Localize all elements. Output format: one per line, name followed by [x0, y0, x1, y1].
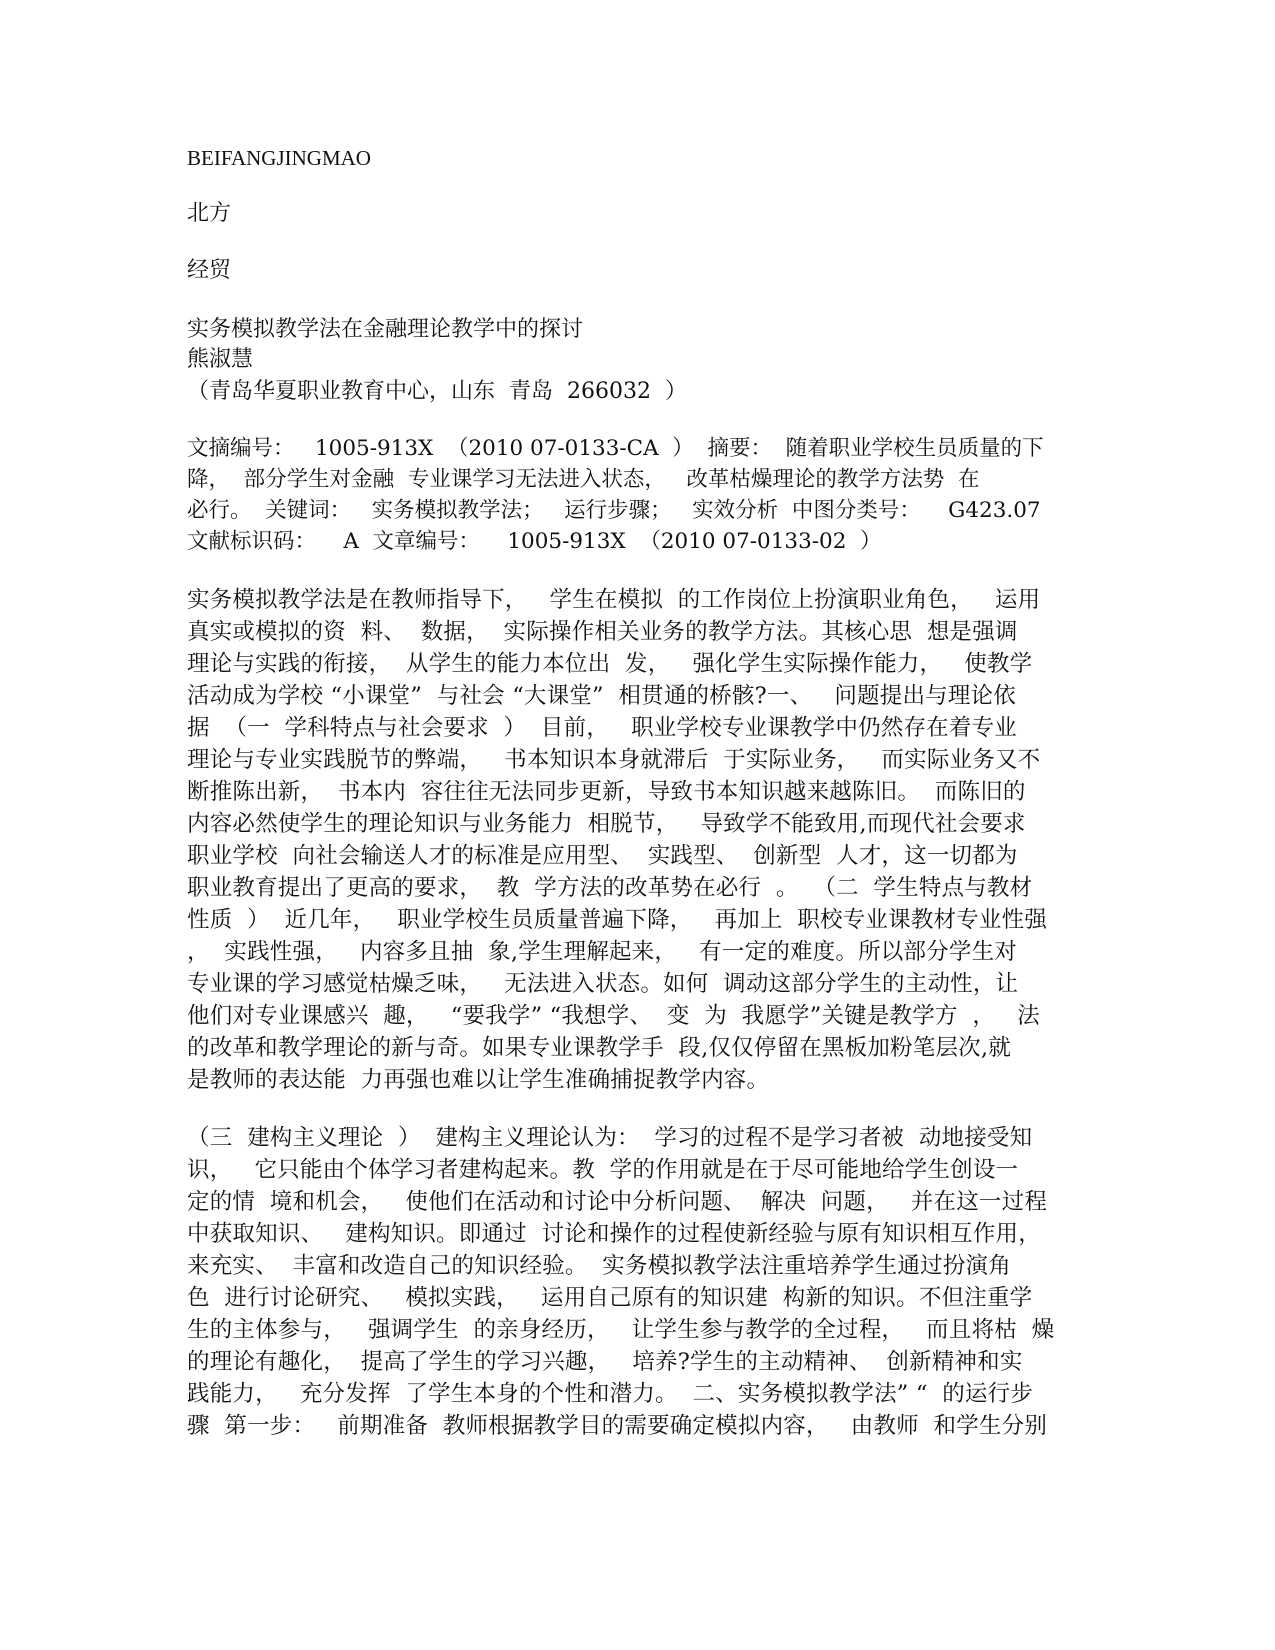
paragraph-2-line: 色 进行讨论研究、 模拟实践， 运用自己原有的知识建 构新的知识。不但注重学: [187, 1285, 1033, 1311]
paragraph-1-line: 职业学校 向社会输送人才的标准是应用型、 实践型、 创新型 人才，这一切都为: [187, 843, 1018, 869]
paragraph-1-line: 性质 ） 近几年， 职业学校生员质量普遍下降， 再加上 职校专业课教材专业性强: [187, 907, 1048, 933]
paragraph-1-line: 专业课的学习感觉枯燥乏味， 无法进入状态。如何 调动这部分学生的主动性，让: [187, 971, 1019, 997]
paragraph-2-line: 定的情 境和机会， 使他们在活动和讨论中分析问题、 解决 问题， 并在这一过程: [187, 1189, 1048, 1215]
paragraph-2-line: （三 建构主义理论 ） 建构主义理论认为： 学习的过程不是学习者被 动地接受知: [187, 1125, 1033, 1151]
paragraph-1-line: 的改革和教学理论的新与奇。如果专业课教学手 段,仅仅停留在黑板加粉笔层次,就: [187, 1035, 1011, 1061]
paragraph-2-line: 生的主体参与， 强调学生 的亲身经历， 让学生参与教学的全过程， 而且将枯 燥: [187, 1317, 1055, 1343]
meta-line: 降， 部分学生对金融 专业课学习无法进入状态， 改革枯燥理论的教学方法势 在: [187, 467, 980, 492]
meta-line: 文献标识码： A 文章编号： 1005-913X （2010 07-0133-02 ）: [187, 529, 882, 554]
meta-line: 必行。 关键词： 实务模拟教学法； 运行步骤； 实效分析 中图分类号： G423.07: [187, 498, 1041, 523]
paragraph-1-line: 内容必然使学生的理论知识与业务能力 相脱节， 导致学不能致用,而现代社会要求: [187, 811, 1026, 837]
paragraph-2-line: 来充实、 丰富和改造自己的知识经验。 实务模拟教学法注重培养学生通过扮演角: [187, 1253, 1011, 1279]
journal-pinyin: BEIFANGJINGMAO: [187, 146, 371, 170]
paragraph-2-line: 骤 第一步： 前期准备 教师根据教学目的需要确定模拟内容， 由教师 和学生分别: [187, 1413, 1048, 1439]
paragraph-1-line: 真实或模拟的资 料、 数据， 实际操作相关业务的教学方法。其核心思 想是强调: [187, 619, 1018, 645]
article-affiliation: （青岛华夏职业教育中心，山东 青岛 266032 ）: [187, 379, 687, 404]
paragraph-1-line: 活动成为学校 “小课堂” 与社会 “大课堂” 相贯通的桥骸?一、 问题提出与理论依: [187, 683, 1016, 709]
paragraph-1-line: 理论与实践的衔接， 从学生的能力本位出 发， 强化学生实际操作能力， 使教学: [187, 651, 1033, 677]
paragraph-1-line: 据 （一 学科特点与社会要求 ） 目前， 职业学校专业课教学中仍然存在着专业: [187, 715, 1017, 741]
paragraph-2-line: 中获取知识、 建构知识。即通过 讨论和操作的过程使新经验与原有知识相互作用，: [187, 1221, 1041, 1247]
paragraph-2-line: 践能力， 充分发挥 了学生本身的个性和潜力。 二、实务模拟教学法” “ 的运行步: [187, 1381, 1034, 1407]
paragraph-1-line: 他们对专业课感兴 趣， “要我学” “我想学、 变 为 我愿学”关键是教学方 ， 法: [187, 1003, 1040, 1029]
paragraph-2-line: 识， 它只能由个体学习者建构起来。教 学的作用就是在于尽可能地给学生创设一: [187, 1157, 1019, 1183]
paragraph-1-line: 断推陈出新， 书本内 容往往无法同步更新，导致书本知识越来越陈旧。 而陈旧的: [187, 779, 1026, 805]
article-title: 实务模拟教学法在金融理论教学中的探讨: [187, 317, 584, 342]
article-author: 熊淑慧: [187, 347, 254, 372]
paragraph-2-line: 的理论有趣化， 提高了学生的学习兴趣， 培养?学生的主动精神、 创新精神和实: [187, 1349, 1023, 1375]
journal-name-part-2: 经贸: [187, 258, 232, 283]
paragraph-1-line: ， 实践性强， 内容多且抽 象,学生理解起来， 有一定的难度。所以部分学生对: [187, 939, 1017, 965]
paragraph-1-line: 职业教育提出了更高的要求， 教 学方法的改革势在必行 。 （二 学生特点与教材: [187, 875, 1033, 901]
paragraph-1-line: 是教师的表达能 力再强也难以让学生准确捕捉教学内容。: [187, 1067, 770, 1093]
meta-line: 文摘编号： 1005-913X （2010 07-0133-CA ） 摘要： 随着职业学校生员质量的下: [187, 436, 1044, 461]
journal-name-part-1: 北方: [187, 201, 232, 226]
paragraph-1-line: 理论与专业实践脱节的弊端， 书本知识本身就滞后 于实际业务， 而实际业务又不: [187, 747, 1041, 773]
paragraph-1-line: 实务模拟教学法是在教师指导下， 学生在模拟 的工作岗位上扮演职业角色， 运用: [187, 587, 1041, 613]
